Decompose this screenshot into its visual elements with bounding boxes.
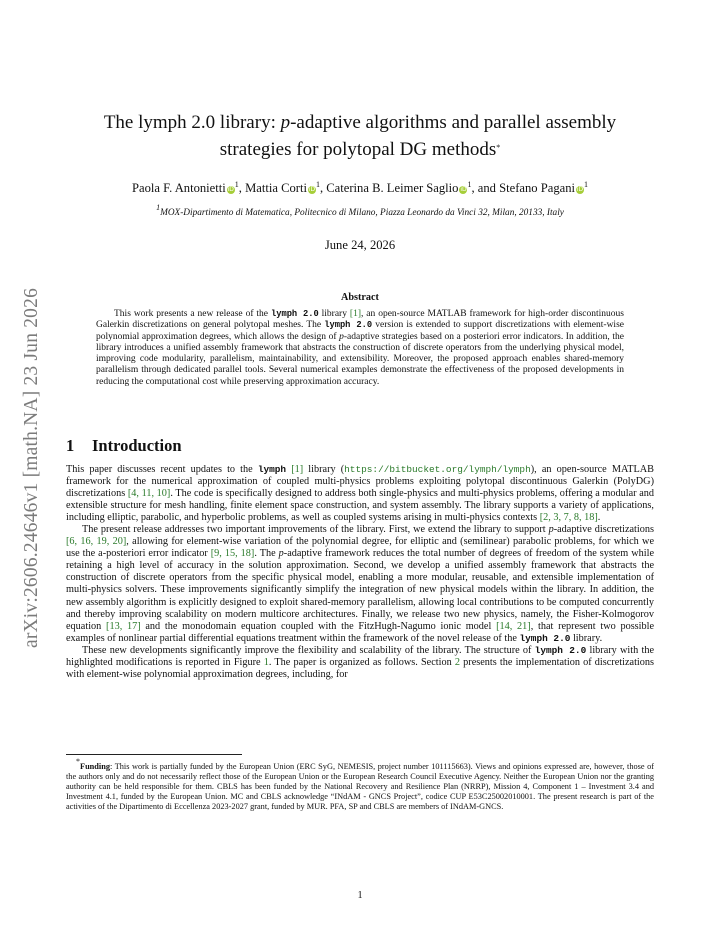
citation-link[interactable]: [1] [349,309,361,319]
citation-link[interactable]: [6, 16, 19, 20] [66,536,127,548]
orcid-icon[interactable]: iD [576,186,584,193]
paragraph-1: This paper discusses recent updates to the lymph [1] library (https://bitbucket.org/lymph/lymph), an open-source MATLAB framework for the numerical approximation of coupled multi-physics problems exploiting polytopal discontinuous Galerkin (PolyDG) discretizations [4, 11, 10]. The code is specifically designed to address both single-physics and multi-physics problems, offering a modular and extensible structure for mesh handling, finite element space construction, and system assembly. The library supports a variety of applications, including elliptic, parabolic, and hyperbolic problems, as well as coupled systems arising in multi-physics contexts [2, 3, 7, 8, 18]. [66,464,655,524]
author-1: Paola F. Antonietti $iD^1$, [131,180,246,195]
figure-ref-link[interactable]: 1 [263,656,269,668]
footnote-divider [66,754,242,755]
section-heading: 1 Introduction [66,436,182,455]
citation-link[interactable]: [2, 3, 7, 8, 18] [539,512,598,524]
author-list [60,177,660,196]
repository-link[interactable]: https://bitbucket.org/lymph/lymph [344,464,531,475]
page-number: 1 [357,890,363,901]
orcid-icon[interactable]: iD [227,186,234,193]
paragraph-2: The present release addresses two important improvements of the library. First, we extend the library to support p-adaptive discretizations [6, 16, 19, 20], allowing for element-wise variation of the polynomial degree, for elliptic and (semilinear) parabolic problems, for which we use the a-posteriori error indicator [9, 15, 18]. The p-adaptive framework reduces the total number of degrees of freedom of the system while retaining a high level of accuracy in the solution approximation. Second, we develop a unified assembly framework that abstracts the construction of discrete operators from the specific physical model, enabling a more modular, reusable, and extensible implementation of multi-physics solvers. These improvements significantly simplify the integration of new physical models within the library. In addition, the new assembly algorithm is explicitly designed to exploit shared-memory parallelism, allowing local contributions to be computed concurrently and thereby improving scalability on modern multicore architectures. Finally, we release two new physics, namely, the Fisher-Kolmogorov equation [13, 17] and the monodomain equation coupled with the FitzHugh-Nagumo ionic model [14, 21], that represent two possible examples of nonlinear partial differential equations treatment within the framework of the novel release of the lymph 2.0 library. [66,524,655,644]
funding-footnote: *Funding: This work is partially funded by the European Union (ERC SyG, NEMESIS, project number 101115663). Views and opinions expressed are, however, those of the authors only and do not necessarily reflect those of the European Union or the European Research Council Executive Agency. Neither the European Union nor the granting authority can be held responsible for them. CBLS has been funded by the National Recovery and Resilience Plan (NRRP), Mission 4, Component 1 – Investment 3.4 and Investment 4.1, funded by the European Union. MC and CBLS acknowledge “INdAM - GNCS Project”, codice CUP E53C25002010001. The present research is part of the activities of the Dipartimento di Eccellenza 2023-2027 grant, funded by MUR. PFA, SP and CBLS are members of INdAM-GNCS. [66,757,654,811]
affiliation: 1MOX-Dipartimento di Matematica, Politecnico di Milano, Piazza Leonardo da Vinci 32, Milan, 20133, Italy [156,203,564,218]
citation-link[interactable]: [13, 17] [106,620,141,632]
title-line-2: strategies for polytopal DG methods* [219,139,501,160]
orcid-icon[interactable]: iD [460,186,467,193]
abstract-text: This work presents a new release of the lymph 2.0 library [1], an open-source MATLAB framework for high-order discontinuous Galerkin discretizations on general polytopal meshes. The lymph 2.0 version is extended to support discretizations with element-wise polynomial approximation degrees, which allows the design of p-adaptive strategies based on a posteriori error indicators. In addition, the library introduces a unified assembly framework that abstracts the construction of discrete operators from the underlying physical model, improving code modularity, parallelism, maintainability, and extensibility. Moreover, the proposed approach enables shared-memory parallelism through dedicated parallel tools. Several numerical examples demonstrate the effectiveness of the proposed developments in reducing the computational cost while preserving approximation accuracy. [96,309,624,387]
arxiv-identifier: arXiv:2606.24646v1 [math.NA] 23 Jun 2026 [21,287,42,649]
orcid-icon[interactable]: iD [308,186,316,193]
citation-link[interactable]: [14, 21] [496,620,531,632]
abstract-heading: Abstract [341,292,379,303]
introduction-body [66,464,654,681]
citation-link[interactable]: [4, 11, 10] [127,488,171,500]
paper-title [60,110,660,162]
author-3: Caterina B. Leimer Saglio $iD^1$, and [326,180,500,195]
title-line-1: The lymph 2.0 library: p-adaptive algorithms and parallel assembly [103,112,617,133]
title-footnote-mark: * [496,143,501,152]
publication-date: June 24, 2026 [324,238,396,252]
citation-link[interactable]: [9, 15, 18] [210,548,255,560]
section-ref-link[interactable]: 2 [454,656,461,668]
author-2: Mattia Corti $iD^1$, [245,180,327,195]
citation-link[interactable]: [1] [291,464,304,475]
paragraph-3: These new developments significantly improve the flexibility and scalability of the library. The structure of lymph 2.0 library with the highlighted modifications is reported in Figure 1. The paper is organized as follows. Section 2 presents the implementation of discretizations with element-wise polynomial approximation degrees, including, for [66,644,655,680]
author-4: Stefano Pagani $iD^1$ [499,180,589,195]
